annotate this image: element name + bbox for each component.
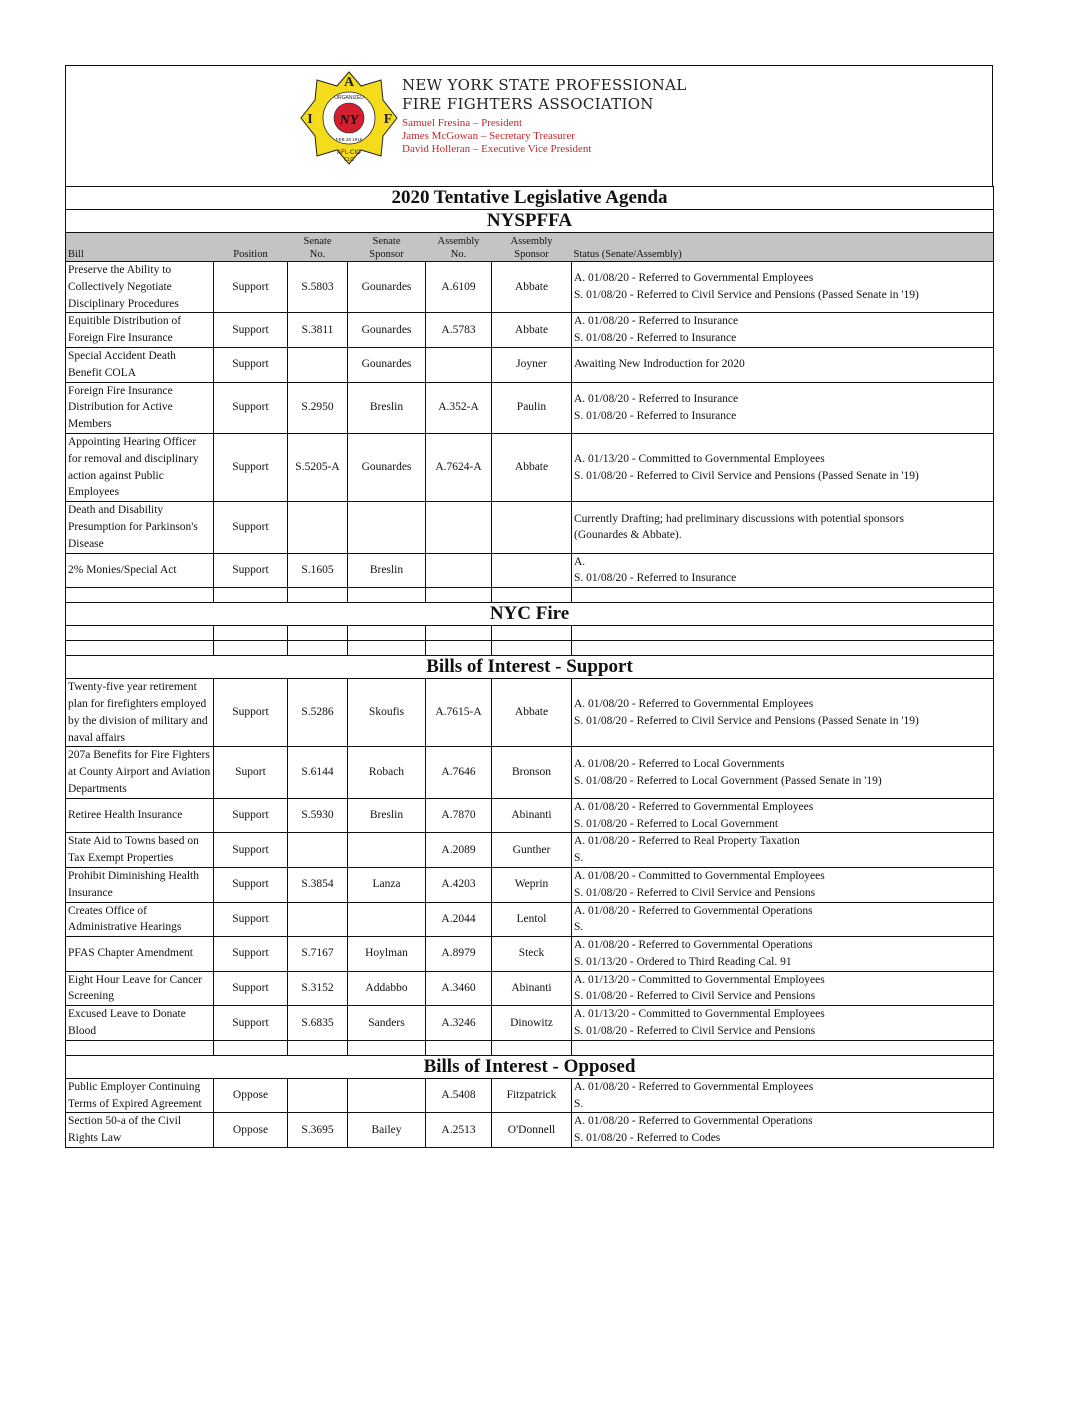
status-line: A. 01/08/20 - Referred to Governmental Employees	[574, 1080, 814, 1093]
cell-senate-sponsor	[348, 833, 426, 868]
cell-assembly-sponsor: Steck	[492, 937, 572, 972]
status-line: A. 01/08/20 - Referred to Insurance	[574, 392, 739, 405]
cell-senate-no: S.3854	[288, 867, 348, 902]
cell-senate-sponsor: Breslin	[348, 382, 426, 433]
cell-status	[572, 937, 994, 972]
cell-senate-sponsor: Gounardes	[348, 433, 426, 501]
cell-assembly-no: A.5783	[426, 313, 492, 348]
cell-assembly-sponsor: Paulin	[492, 382, 572, 433]
column-header-row	[66, 233, 994, 262]
cell-status	[572, 747, 994, 798]
cell-senate-no: S.7167	[288, 937, 348, 972]
table-row	[66, 971, 994, 1006]
officer-president: Samuel Fresina – President	[402, 117, 523, 129]
empty-cell	[492, 641, 572, 656]
cell-status	[572, 1006, 994, 1041]
cell-status	[572, 1078, 994, 1113]
cell-bill: 207a Benefits for Fire Fighters at County Airport and Aviation Departments	[66, 747, 214, 798]
column-header-line: Sponsor	[369, 249, 404, 260]
svg-text:NY: NY	[339, 113, 359, 128]
status-line: S. 01/08/20 - Referred to Local Government (Passed Senate in '19)	[574, 774, 882, 787]
empty-cell	[572, 626, 994, 641]
status-line: A. 01/13/20 - Committed to Governmental Employees	[574, 1008, 825, 1021]
cell-position: Support	[214, 867, 288, 902]
empty-cell	[288, 641, 348, 656]
cell-position: Support	[214, 553, 288, 588]
cell-bill: Special Accident Death Benefit COLA	[66, 347, 214, 382]
status-line: S. 01/08/20 - Referred to Local Government	[574, 817, 779, 830]
table-row	[66, 679, 994, 747]
status-line: Currently Drafting; had preliminary discussions with potential sponsors	[574, 512, 904, 525]
column-header-line: Position	[233, 249, 268, 260]
table-row	[66, 937, 994, 972]
column-header-assembly-no	[426, 233, 492, 262]
logo-ring-date: FEB 28 1918	[335, 137, 363, 142]
cell-bill: Creates Office of Administrative Hearings	[66, 902, 214, 937]
empty-cell	[348, 588, 426, 603]
cell-senate-sponsor: Skoufis	[348, 679, 426, 747]
column-header-position	[214, 233, 288, 262]
column-header-bill	[66, 233, 214, 262]
cell-bill: Public Employer Continuing Terms of Expired Agreement	[66, 1078, 214, 1113]
empty-cell	[492, 1040, 572, 1055]
cell-assembly-no: A.352-A	[426, 382, 492, 433]
column-header-line: Senate	[372, 236, 401, 247]
column-header-status	[572, 233, 994, 262]
cell-bill: PFAS Chapter Amendment	[66, 937, 214, 972]
status-line: S.	[574, 921, 584, 934]
cell-status	[572, 433, 994, 501]
table-row	[66, 262, 994, 313]
table-row	[66, 833, 994, 868]
status-line: S. 01/08/20 - Referred to Codes	[574, 1132, 721, 1145]
cell-position: Oppose	[214, 1113, 288, 1148]
cell-senate-no: S.5286	[288, 679, 348, 747]
cell-bill: Retiree Health Insurance	[66, 798, 214, 833]
cell-bill: Prohibit Diminishing Health Insurance	[66, 867, 214, 902]
cell-assembly-no	[426, 347, 492, 382]
cell-bill: Twenty-five year retirement plan for firefighters employed by the division of military and naval affairs	[66, 679, 214, 747]
status-line: A. 01/13/20 - Committed to Governmental Employees	[574, 973, 825, 986]
table-row	[66, 798, 994, 833]
cell-assembly-sponsor: Abinanti	[492, 798, 572, 833]
empty-cell	[572, 1040, 994, 1055]
status-line: A. 01/08/20 - Committed to Governmental Employees	[574, 869, 825, 882]
cell-bill: Death and Disability Presumption for Parkinson's Disease	[66, 502, 214, 553]
cell-position: Suport	[214, 747, 288, 798]
document-title: 2020 Tentative Legislative Agenda	[66, 187, 994, 210]
cell-assembly-no: A.5408	[426, 1078, 492, 1113]
status-line: (Gounardes & Abbate).	[574, 529, 682, 542]
status-line: S.	[574, 852, 584, 865]
table-row	[66, 433, 994, 501]
cell-position: Support	[214, 347, 288, 382]
cell-senate-sponsor: Gounardes	[348, 262, 426, 313]
cell-senate-no	[288, 347, 348, 382]
cell-assembly-no: A.2089	[426, 833, 492, 868]
logo-ring-top: ORGANIZED	[334, 95, 364, 101]
cell-senate-sponsor: Breslin	[348, 553, 426, 588]
officer-secretary-treasurer: James McGowan – Secretary Treasurer	[402, 130, 575, 142]
cell-position: Support	[214, 971, 288, 1006]
status-line: S. 01/08/20 - Referred to Civil Service and Pensions	[574, 1025, 816, 1038]
empty-cell	[214, 1040, 288, 1055]
status-line: S. 01/13/20 - Ordered to Third Reading Cal. 91	[574, 955, 792, 968]
cell-position: Support	[214, 382, 288, 433]
cell-senate-no: S.6835	[288, 1006, 348, 1041]
cell-status	[572, 553, 994, 588]
empty-cell	[426, 588, 492, 603]
table-row	[66, 1113, 994, 1148]
cell-position: Support	[214, 902, 288, 937]
cell-position: Support	[214, 833, 288, 868]
column-header-senate-sponsor	[348, 233, 426, 262]
cell-assembly-no: A.3460	[426, 971, 492, 1006]
document-title-row	[66, 187, 994, 210]
cell-senate-sponsor: Gounardes	[348, 347, 426, 382]
status-line: S. 01/08/20 - Referred to Civil Service and Pensions	[574, 990, 816, 1003]
agenda-table	[65, 186, 994, 1148]
empty-cell	[348, 626, 426, 641]
cell-senate-no: S.3811	[288, 313, 348, 348]
iaff-logo-icon	[299, 70, 399, 166]
status-line: S. 01/08/20 - Referred to Insurance	[574, 332, 737, 345]
table-row	[66, 1078, 994, 1113]
column-header-line: Status (Senate/Assembly)	[573, 249, 682, 260]
section-title: NYSPFFA	[66, 210, 994, 233]
empty-row	[66, 1040, 994, 1055]
empty-cell	[214, 626, 288, 641]
cell-assembly-no: A.7624-A	[426, 433, 492, 501]
cell-senate-sponsor: Bailey	[348, 1113, 426, 1148]
empty-cell	[426, 626, 492, 641]
cell-position: Support	[214, 937, 288, 972]
cell-status	[572, 971, 994, 1006]
cell-status	[572, 798, 994, 833]
status-line: A.	[574, 555, 586, 568]
organization-block	[402, 76, 687, 156]
empty-row	[66, 626, 994, 641]
cell-assembly-no: A.8979	[426, 937, 492, 972]
cell-senate-no: S.3695	[288, 1113, 348, 1148]
cell-senate-sponsor	[348, 1078, 426, 1113]
cell-assembly-no: A.2513	[426, 1113, 492, 1148]
cell-status	[572, 679, 994, 747]
cell-bill: Section 50-a of the Civil Rights Law	[66, 1113, 214, 1148]
empty-row	[66, 641, 994, 656]
cell-status	[572, 347, 994, 382]
cell-assembly-no: A.6109	[426, 262, 492, 313]
table-row	[66, 313, 994, 348]
cell-status	[572, 262, 994, 313]
section-header-support	[66, 656, 994, 679]
empty-cell	[66, 641, 214, 656]
section-title: Bills of Interest - Opposed	[66, 1055, 994, 1078]
cell-assembly-sponsor	[492, 502, 572, 553]
status-line: S. 01/08/20 - Referred to Civil Service and Pensions (Passed Senate in '19)	[574, 714, 919, 727]
cell-assembly-no: A.3246	[426, 1006, 492, 1041]
status-line: A. 01/08/20 - Referred to Insurance	[574, 315, 739, 328]
status-line: S.	[574, 1097, 584, 1110]
logo-letter-f: F	[383, 112, 393, 127]
cell-bill: Appointing Hearing Officer for removal and disciplinary action against Public Employees	[66, 433, 214, 501]
empty-cell	[572, 588, 994, 603]
empty-cell	[214, 641, 288, 656]
table-row	[66, 1006, 994, 1041]
cell-senate-no	[288, 833, 348, 868]
org-name-line1: NEW YORK STATE PROFESSIONAL	[402, 76, 687, 94]
table-row	[66, 867, 994, 902]
section-header-opposed	[66, 1055, 994, 1078]
logo-ring-bottom: AFL-CIO	[337, 150, 361, 156]
status-line: A. 01/08/20 - Referred to Governmental Employees	[574, 272, 814, 285]
status-line: S. 01/08/20 - Referred to Civil Service and Pensions (Passed Senate in '19)	[574, 469, 919, 482]
cell-senate-no: S.5803	[288, 262, 348, 313]
cell-bill: Equitible Distribution of Foreign Fire Insurance	[66, 313, 214, 348]
table-row	[66, 553, 994, 588]
cell-position: Support	[214, 313, 288, 348]
cell-assembly-sponsor: Gunther	[492, 833, 572, 868]
column-header-line: Assembly	[510, 236, 553, 247]
cell-bill: Preserve the Ability to Collectively Negotiate Disciplinary Procedures	[66, 262, 214, 313]
cell-status	[572, 867, 994, 902]
empty-cell	[348, 641, 426, 656]
cell-senate-sponsor: Lanza	[348, 867, 426, 902]
empty-cell	[288, 588, 348, 603]
cell-assembly-sponsor	[492, 553, 572, 588]
logo-ring-bottom2: CLC	[343, 157, 355, 163]
table-row	[66, 382, 994, 433]
status-line: Awaiting New Indroduction for 2020	[574, 358, 745, 371]
logo-letter-i: I	[307, 112, 313, 127]
cell-senate-sponsor: Addabbo	[348, 971, 426, 1006]
cell-status	[572, 902, 994, 937]
empty-cell	[66, 626, 214, 641]
column-header-assembly-sponsor	[492, 233, 572, 262]
status-line: A. 01/08/20 - Referred to Governmental Operations	[574, 904, 813, 917]
column-header-line: No.	[309, 249, 326, 260]
cell-senate-no	[288, 1078, 348, 1113]
cell-assembly-sponsor: Bronson	[492, 747, 572, 798]
cell-bill: State Aid to Towns based on Tax Exempt Properties	[66, 833, 214, 868]
cell-bill: Excused Leave to Donate Blood	[66, 1006, 214, 1041]
empty-cell	[288, 1040, 348, 1055]
cell-status	[572, 502, 994, 553]
section-header-nyspffa	[66, 210, 994, 233]
cell-assembly-no: A.4203	[426, 867, 492, 902]
cell-position: Support	[214, 1006, 288, 1041]
empty-cell	[426, 641, 492, 656]
cell-senate-no: S.3152	[288, 971, 348, 1006]
status-line: A. 01/08/20 - Referred to Governmental Operations	[574, 1115, 813, 1128]
empty-cell	[492, 626, 572, 641]
status-line: S. 01/08/20 - Referred to Insurance	[574, 572, 737, 585]
empty-cell	[492, 588, 572, 603]
status-line: A. 01/08/20 - Referred to Governmental Employees	[574, 697, 814, 710]
empty-cell	[426, 1040, 492, 1055]
status-line: S. 01/08/20 - Referred to Civil Service and Pensions	[574, 886, 816, 899]
cell-senate-sponsor	[348, 502, 426, 553]
table-row	[66, 747, 994, 798]
officer-executive-vp: David Holleran – Executive Vice President	[402, 143, 592, 155]
section-title: NYC Fire	[66, 603, 994, 626]
cell-assembly-no: A.7646	[426, 747, 492, 798]
cell-senate-no	[288, 902, 348, 937]
cell-status	[572, 1113, 994, 1148]
cell-assembly-sponsor: Dinowitz	[492, 1006, 572, 1041]
cell-senate-no	[288, 502, 348, 553]
empty-cell	[66, 588, 214, 603]
cell-position: Support	[214, 433, 288, 501]
cell-senate-no: S.1605	[288, 553, 348, 588]
column-header-line: Senate	[303, 236, 332, 247]
status-line: A. 01/08/20 - Referred to Governmental Employees	[574, 800, 814, 813]
cell-status	[572, 382, 994, 433]
cell-assembly-sponsor: Abbate	[492, 433, 572, 501]
cell-bill: Foreign Fire Insurance Distribution for Active Members	[66, 382, 214, 433]
cell-assembly-sponsor: Fitzpatrick	[492, 1078, 572, 1113]
legislative-agenda-page	[65, 65, 993, 1148]
status-line: S. 01/08/20 - Referred to Insurance	[574, 409, 737, 422]
column-header-line: No.	[450, 249, 467, 260]
cell-assembly-no	[426, 553, 492, 588]
cell-position: Support	[214, 798, 288, 833]
cell-senate-sponsor: Breslin	[348, 798, 426, 833]
cell-assembly-no: A.2044	[426, 902, 492, 937]
logo-letter-a: A	[343, 75, 355, 90]
cell-senate-sponsor: Hoylman	[348, 937, 426, 972]
cell-assembly-sponsor: Joyner	[492, 347, 572, 382]
cell-senate-sponsor: Gounardes	[348, 313, 426, 348]
empty-row	[66, 588, 994, 603]
cell-position: Support	[214, 679, 288, 747]
column-header-line: Sponsor	[514, 249, 549, 260]
org-name-line2: FIRE FIGHTERS ASSOCIATION	[402, 95, 654, 113]
cell-senate-sponsor	[348, 902, 426, 937]
cell-senate-no: S.5930	[288, 798, 348, 833]
cell-position: Oppose	[214, 1078, 288, 1113]
status-line: A. 01/08/20 - Referred to Governmental Operations	[574, 939, 813, 952]
table-row	[66, 502, 994, 553]
letterhead	[65, 65, 993, 186]
status-line: A. 01/08/20 - Referred to Real Property Taxation	[574, 835, 800, 848]
column-header-line: Assembly	[437, 236, 480, 247]
status-line: S. 01/08/20 - Referred to Civil Service and Pensions (Passed Senate in '19)	[574, 289, 919, 302]
cell-bill: Eight Hour Leave for Cancer Screening	[66, 971, 214, 1006]
cell-assembly-no	[426, 502, 492, 553]
empty-cell	[214, 588, 288, 603]
cell-senate-no: S.5205-A	[288, 433, 348, 501]
cell-assembly-sponsor: Lentol	[492, 902, 572, 937]
cell-position: Support	[214, 502, 288, 553]
status-line: A. 01/13/20 - Committed to Governmental Employees	[574, 452, 825, 465]
cell-senate-sponsor: Robach	[348, 747, 426, 798]
cell-status	[572, 833, 994, 868]
empty-cell	[348, 1040, 426, 1055]
cell-senate-sponsor: Sanders	[348, 1006, 426, 1041]
cell-assembly-sponsor: Abbate	[492, 262, 572, 313]
cell-assembly-no: A.7870	[426, 798, 492, 833]
cell-status	[572, 313, 994, 348]
section-header-nyc_fire	[66, 603, 994, 626]
cell-assembly-sponsor: Abinanti	[492, 971, 572, 1006]
empty-cell	[66, 1040, 214, 1055]
table-row	[66, 902, 994, 937]
empty-cell	[288, 626, 348, 641]
cell-assembly-sponsor: O'Donnell	[492, 1113, 572, 1148]
cell-assembly-sponsor: Weprin	[492, 867, 572, 902]
cell-position: Support	[214, 262, 288, 313]
cell-assembly-no: A.7615-A	[426, 679, 492, 747]
column-header-line: Bill	[68, 249, 84, 260]
section-title: Bills of Interest - Support	[66, 656, 994, 679]
cell-assembly-sponsor: Abbate	[492, 679, 572, 747]
column-header-senate-no	[288, 233, 348, 262]
status-line: A. 01/08/20 - Referred to Local Governments	[574, 757, 785, 770]
cell-assembly-sponsor: Abbate	[492, 313, 572, 348]
cell-senate-no: S.2950	[288, 382, 348, 433]
cell-bill: 2% Monies/Special Act	[66, 553, 214, 588]
empty-cell	[572, 641, 994, 656]
cell-senate-no: S.6144	[288, 747, 348, 798]
table-row	[66, 347, 994, 382]
